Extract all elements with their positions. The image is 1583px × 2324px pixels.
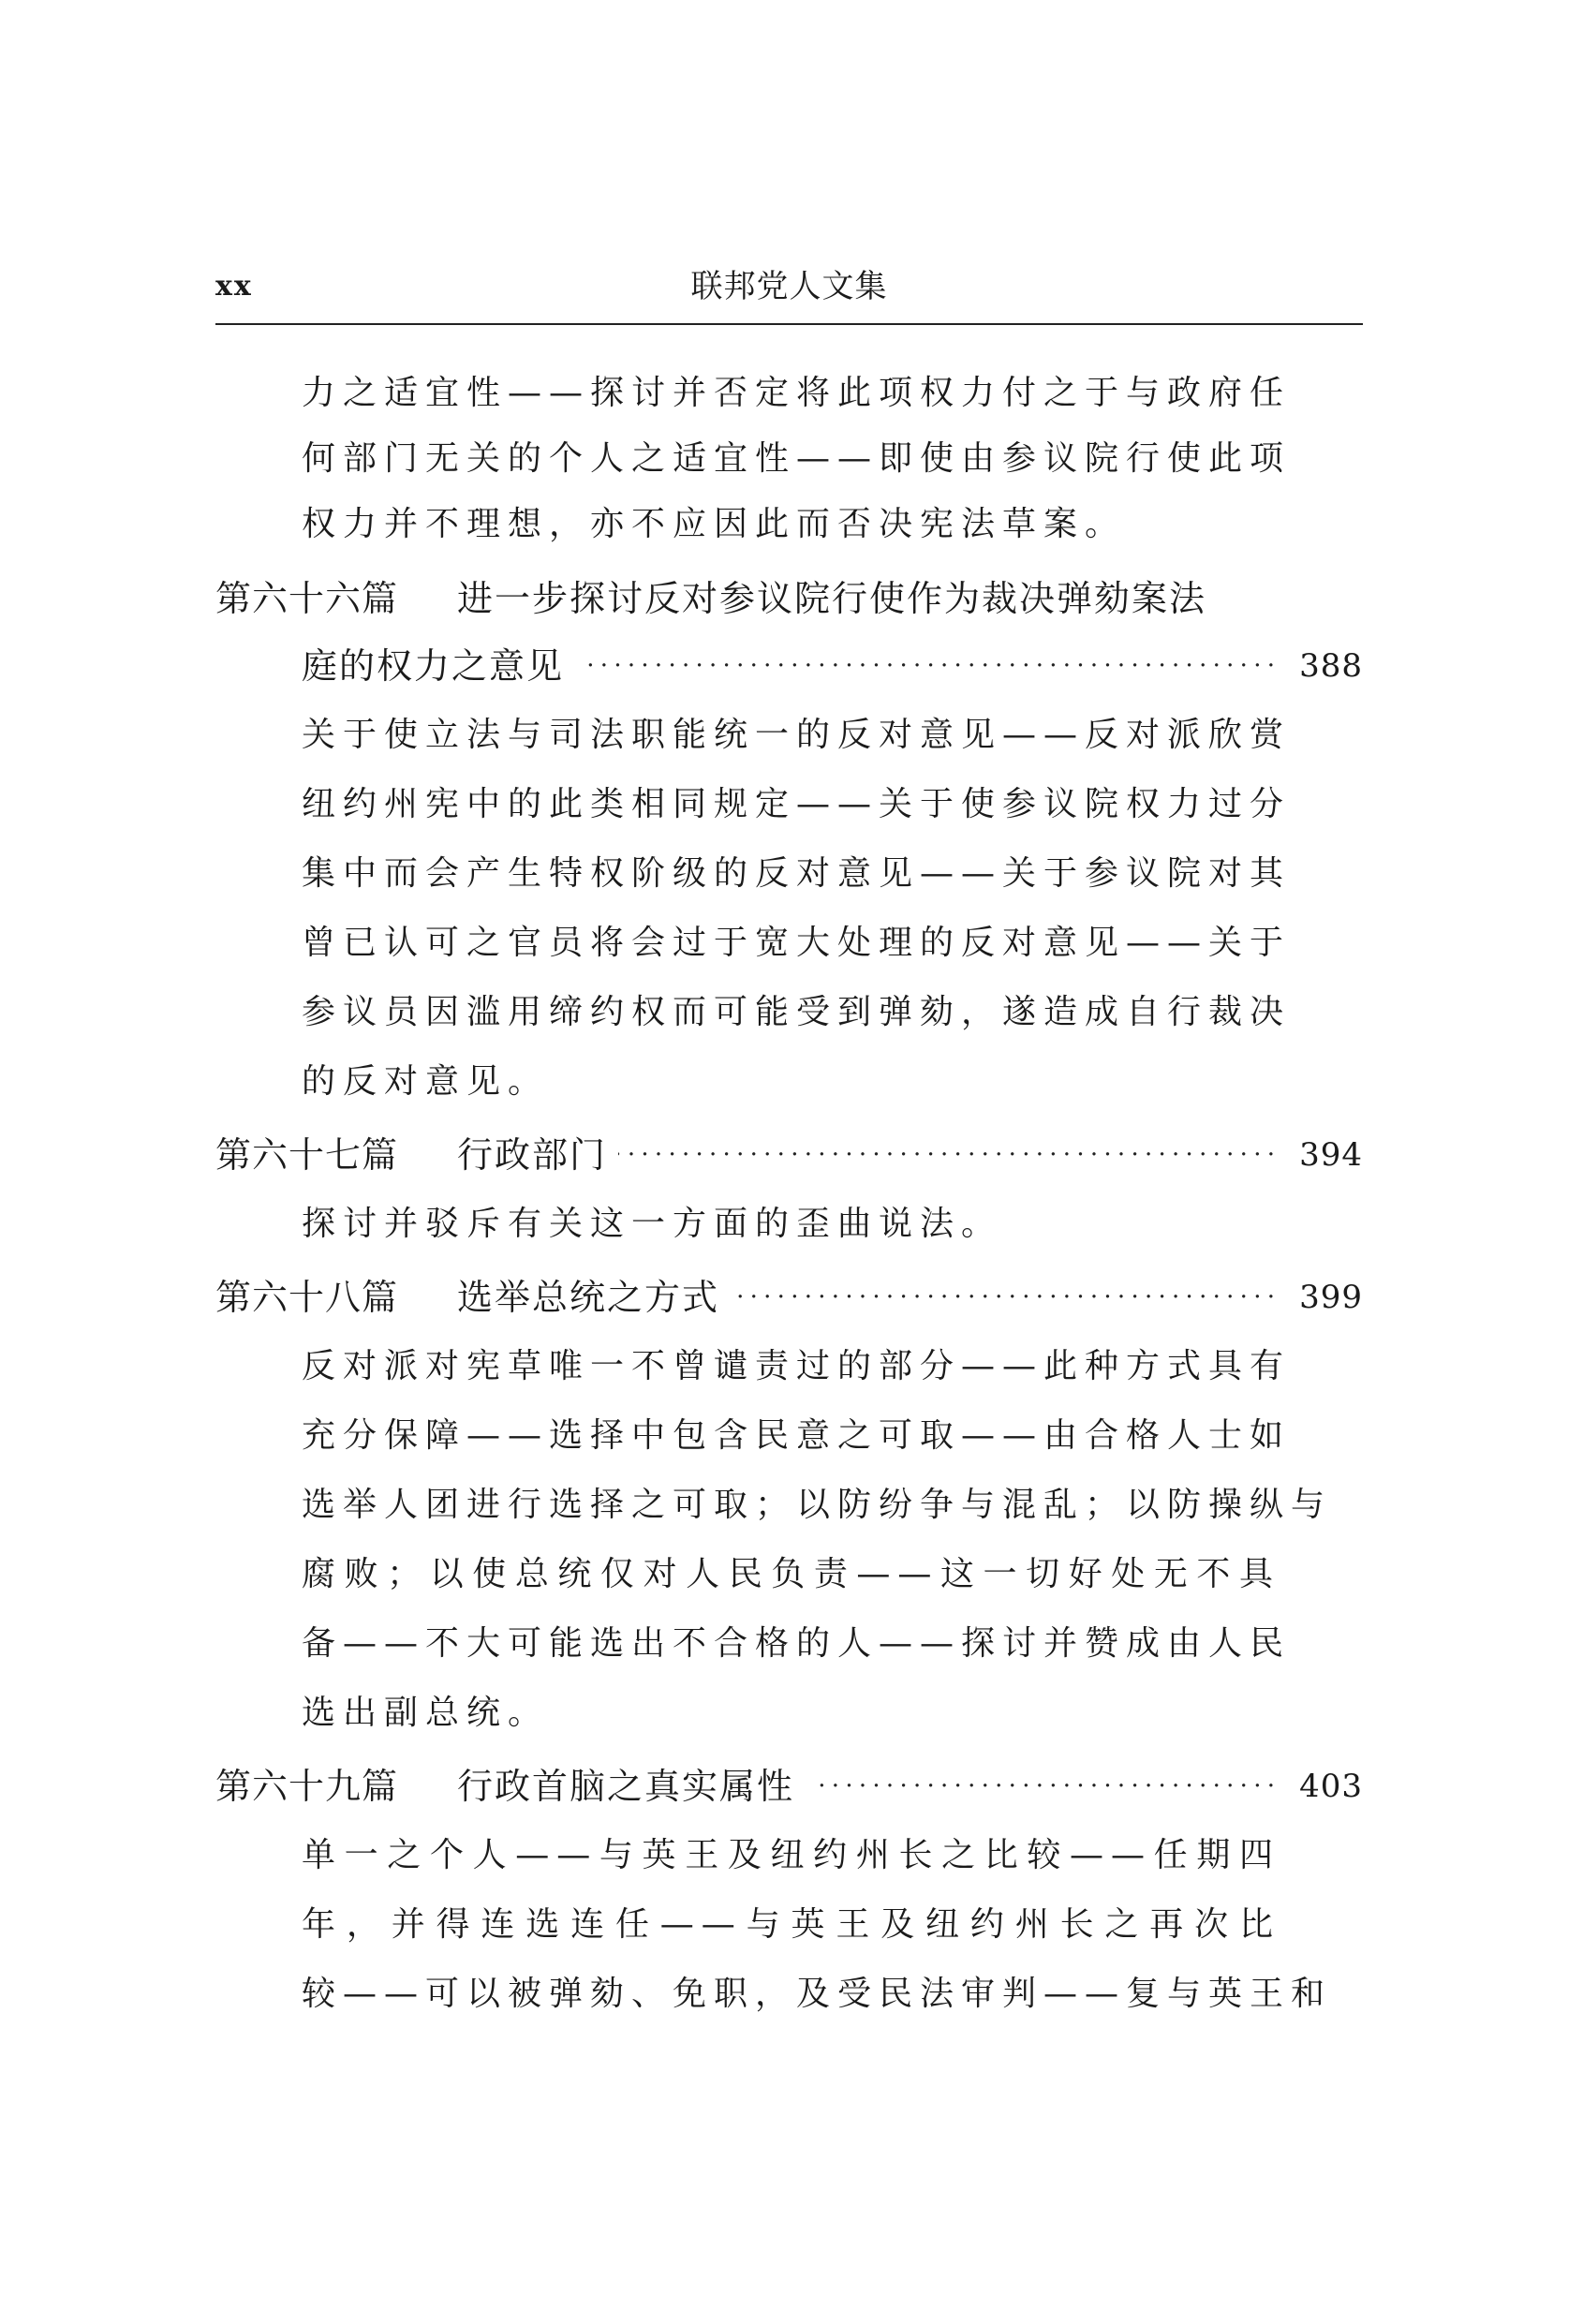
summary-line: 曾已认可之官员将会过于宽大处理的反对意见——关于 <box>302 924 1292 962</box>
intro-line-1: 力之适宜性——探讨并否定将此项权力付之于与政府任 <box>302 374 1292 412</box>
summary-line: 选举人团进行选择之可取；以防纷争与混乱；以防操纵与 <box>302 1486 1333 1524</box>
summary-line: 集中而会产生特权阶级的反对意见——关于参议院对其 <box>302 854 1292 893</box>
toc-entry-67-heading[interactable] <box>215 1122 1363 1188</box>
intro-line-3: 权力并不理想，亦不应因此而否决宪法草案。 <box>302 505 1127 543</box>
summary-line: 参议员因滥用缔约权而可能受到弹劾，遂造成自行裁决 <box>302 993 1292 1031</box>
summary-line: 探讨并驳斥有关这一方面的歪曲说法。 <box>302 1205 1003 1243</box>
summary-line: 关于使立法与司法职能统一的反对意见——反对派欣赏 <box>302 716 1292 754</box>
dot-leader <box>729 1265 1274 1330</box>
summary-line: 反对派对宪草唯一不曾谴责过的部分——此种方式具有 <box>302 1347 1292 1385</box>
toc-entry-66-heading[interactable] <box>215 566 1363 631</box>
summary-line: 备——不大可能选出不合格的人——探讨并赞成由人民 <box>302 1624 1292 1663</box>
running-head <box>215 264 1363 311</box>
summary-line: 年，并得连选连任——与英王及纽约州长之再次比 <box>302 1905 1280 1944</box>
toc-entry-66-heading-cont[interactable] <box>215 633 1363 699</box>
chapter-title: 进一步探讨反对参议院行使作为裁决弹劾案法 <box>457 578 1207 619</box>
summary-line: 单一之个人——与英王及纽约州长之比较——任期四 <box>302 1836 1280 1874</box>
chapter-number: 第六十九篇 <box>215 1766 399 1807</box>
chapter-number: 第六十七篇 <box>215 1134 399 1176</box>
summary-line: 腐败；以使总统仅对人民负责——这一切好处无不具 <box>302 1555 1280 1593</box>
chapter-number: 第六十八篇 <box>215 1277 399 1318</box>
page-folio: xx <box>215 270 253 303</box>
page-number: 394 <box>1299 1136 1363 1174</box>
intro-line-2: 何部门无关的个人之适宜性——即使由参议院行使此项 <box>302 439 1292 478</box>
dot-leader <box>581 633 1274 699</box>
chapter-title: 行政首脑之真实属性 <box>457 1766 795 1807</box>
toc-entry-69-heading[interactable] <box>215 1754 1363 1819</box>
page-number: 403 <box>1299 1768 1363 1805</box>
page-number: 399 <box>1299 1279 1363 1316</box>
header-rule <box>215 323 1363 325</box>
dot-leader <box>618 1122 1274 1188</box>
summary-line: 选出副总统。 <box>302 1694 550 1732</box>
summary-line: 充分保障——选择中包含民意之可取——由合格人士如 <box>302 1416 1292 1455</box>
chapter-title: 选举总统之方式 <box>457 1277 720 1318</box>
dot-leader <box>815 1754 1274 1819</box>
summary-line: 的反对意见。 <box>302 1062 550 1101</box>
chapter-title-continued: 庭的权力之意见 <box>302 645 565 687</box>
toc-entry-68-heading[interactable] <box>215 1265 1363 1330</box>
book-title: 联邦党人文集 <box>690 268 888 305</box>
page-number: 388 <box>1299 647 1363 685</box>
summary-line: 纽约州宪中的此类相同规定——关于使参议院权力过分 <box>302 785 1292 823</box>
chapter-title: 行政部门 <box>457 1134 608 1176</box>
summary-line: 较——可以被弹劾、免职，及受民法审判——复与英王和 <box>302 1975 1333 2013</box>
chapter-number: 第六十六篇 <box>215 578 399 619</box>
